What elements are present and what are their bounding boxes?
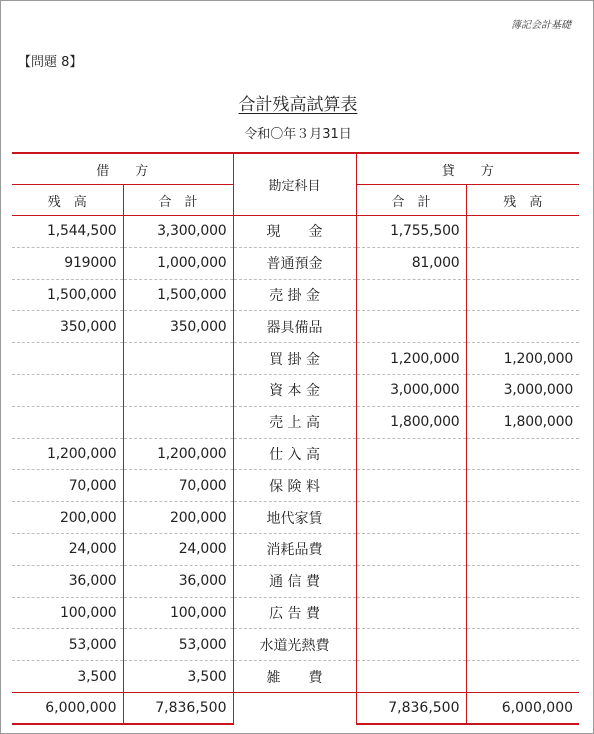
credit-balance-cell (466, 470, 579, 502)
table-row (12, 343, 579, 375)
debit-balance-cell: 36,000 (12, 565, 123, 597)
credit-balance-cell (466, 279, 579, 311)
table-row (12, 661, 579, 693)
debit-balance-cell: 100,000 (12, 597, 123, 629)
debit-total-cell (123, 374, 233, 406)
debit-total-cell (123, 406, 233, 438)
debit-balance-cell: 70,000 (12, 470, 123, 502)
credit-total-cell: 1,800,000 (356, 406, 466, 438)
account-cell: 広 告 費 (233, 597, 356, 629)
table-row (12, 438, 579, 470)
debit-total-cell: 100,000 (123, 597, 233, 629)
credit-balance-cell (466, 533, 579, 565)
credit-balance-cell (466, 565, 579, 597)
credit-header: 貸 方 (441, 163, 494, 179)
credit-total-header: 合 計 (356, 185, 466, 216)
account-cell: 保 険 料 (233, 470, 356, 502)
account-cell: 仕 入 高 (233, 438, 356, 470)
debit-total-cell: 1,500,000 (123, 279, 233, 311)
debit-balance-cell: 24,000 (12, 533, 123, 565)
credit-balance-cell (466, 438, 579, 470)
debit-total-cell: 1,200,000 (123, 438, 233, 470)
debit-total-cell: 53,000 (123, 629, 233, 661)
account-cell: 売 上 高 (233, 406, 356, 438)
debit-balance-cell: 1,500,000 (12, 279, 123, 311)
debit-balance-cell (12, 343, 123, 375)
account-cell: 地代家賃 (233, 502, 356, 534)
table-row (12, 470, 579, 502)
totals-row (12, 692, 579, 724)
credit-balance-cell (466, 247, 579, 279)
debit-total-cell: 3,500 (123, 661, 233, 693)
debit-total-total: 7,836,500 (123, 692, 233, 724)
credit-total-cell: 1,755,500 (356, 216, 466, 248)
credit-total-cell (356, 279, 466, 311)
account-cell: 売 掛 金 (233, 279, 356, 311)
debit-balance-cell: 53,000 (12, 629, 123, 661)
table-row (12, 279, 579, 311)
table-row (12, 311, 579, 343)
account-cell: 器具備品 (233, 311, 356, 343)
debit-balance-cell: 350,000 (12, 311, 123, 343)
credit-balance-total: 6,000,000 (466, 692, 579, 724)
debit-total-cell: 24,000 (123, 533, 233, 565)
trial-balance-table (12, 152, 579, 725)
debit-balance-cell: 1,544,500 (12, 216, 123, 248)
debit-total-cell: 350,000 (123, 311, 233, 343)
debit-total-cell: 36,000 (123, 565, 233, 597)
credit-balance-cell: 3,000,000 (466, 374, 579, 406)
account-total-blank (233, 692, 356, 724)
account-cell: 資 本 金 (233, 374, 356, 406)
credit-balance-cell (466, 629, 579, 661)
debit-total-cell: 70,000 (123, 470, 233, 502)
debit-balance-cell (12, 406, 123, 438)
table-row (12, 502, 579, 534)
header-row-top (12, 153, 579, 185)
table-row (12, 597, 579, 629)
credit-total-cell (356, 502, 466, 534)
course-label: 簿記会計基礎 (511, 20, 571, 31)
debit-balance-cell: 3,500 (12, 661, 123, 693)
credit-balance-cell: 1,800,000 (466, 406, 579, 438)
document-date: 令和〇年３月31日 (244, 127, 352, 142)
credit-total-cell (356, 470, 466, 502)
debit-total-cell: 200,000 (123, 502, 233, 534)
problem-label: 【問題 8】 (18, 55, 83, 70)
credit-balance-cell: 1,200,000 (466, 343, 579, 375)
credit-balance-header: 残 高 (466, 185, 579, 216)
account-header: 勘定科目 (233, 153, 356, 216)
credit-total-cell (356, 597, 466, 629)
credit-total-cell: 3,000,000 (356, 374, 466, 406)
debit-balance-total: 6,000,000 (12, 692, 123, 724)
table-row (12, 629, 579, 661)
credit-balance-cell (466, 216, 579, 248)
debit-balance-header: 残 高 (12, 185, 123, 216)
credit-total-cell: 1,200,000 (356, 343, 466, 375)
credit-total-total: 7,836,500 (356, 692, 466, 724)
credit-total-cell (356, 565, 466, 597)
table-row (12, 565, 579, 597)
credit-balance-cell (466, 502, 579, 534)
credit-total-cell: 81,000 (356, 247, 466, 279)
credit-balance-cell (466, 597, 579, 629)
debit-total-cell (123, 343, 233, 375)
debit-balance-cell (12, 374, 123, 406)
account-cell: 普通預金 (233, 247, 356, 279)
account-cell: 買 掛 金 (233, 343, 356, 375)
document-title: 合計残高試算表 (238, 95, 358, 115)
debit-total-cell: 3,300,000 (123, 216, 233, 248)
table-row (12, 216, 579, 248)
trial-balance-table-wrap (12, 152, 579, 725)
table-row (12, 406, 579, 438)
debit-header: 借 方 (12, 153, 233, 185)
debit-total-header: 合 計 (123, 185, 233, 216)
credit-total-cell (356, 629, 466, 661)
table-row (12, 374, 579, 406)
debit-total-cell: 1,000,000 (123, 247, 233, 279)
credit-balance-cell (466, 311, 579, 343)
credit-total-cell (356, 438, 466, 470)
table-row (12, 247, 579, 279)
credit-total-cell (356, 661, 466, 693)
credit-balance-cell (466, 661, 579, 693)
debit-balance-cell: 919000 (12, 247, 123, 279)
debit-balance-cell: 200,000 (12, 502, 123, 534)
account-cell: 消耗品費 (233, 533, 356, 565)
account-cell: 水道光熱費 (233, 629, 356, 661)
table-row (12, 533, 579, 565)
account-cell: 雑 費 (233, 661, 356, 693)
credit-total-cell (356, 533, 466, 565)
credit-total-cell (356, 311, 466, 343)
debit-balance-cell: 1,200,000 (12, 438, 123, 470)
account-cell: 通 信 費 (233, 565, 356, 597)
account-cell: 現 金 (233, 216, 356, 248)
